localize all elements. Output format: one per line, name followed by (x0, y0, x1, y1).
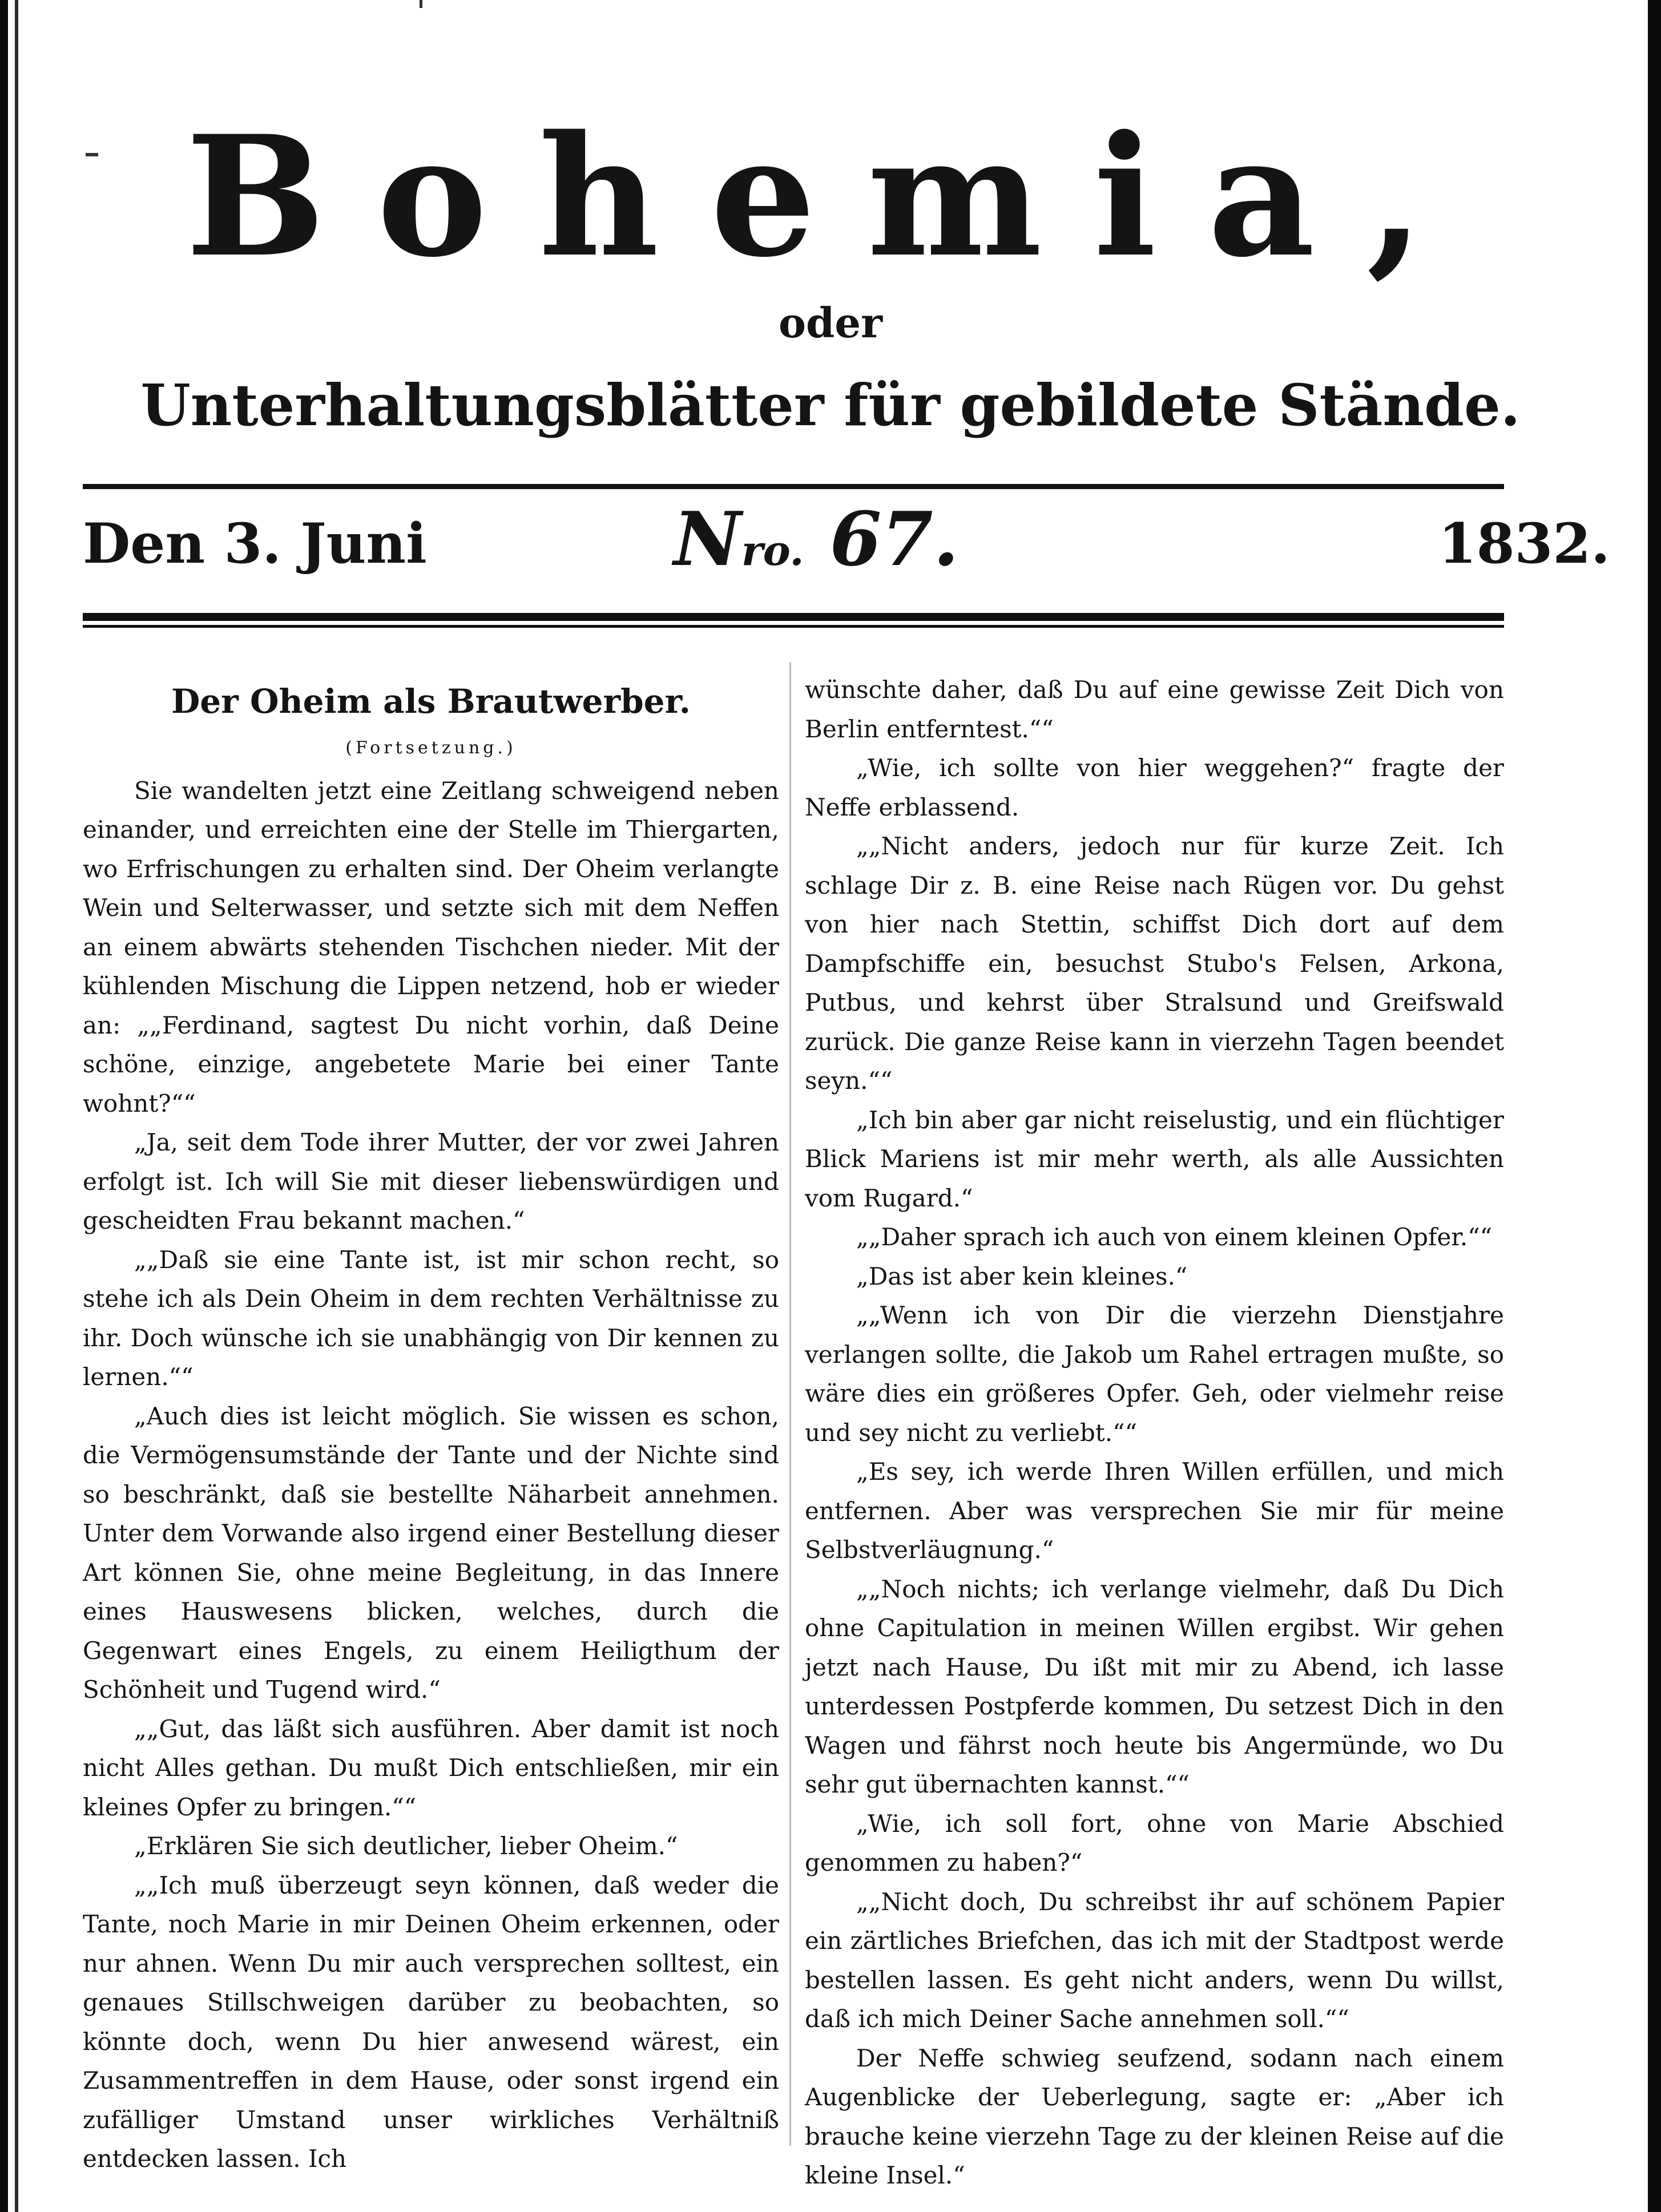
rule-double-thin (83, 625, 1504, 628)
column-left (83, 668, 779, 2179)
masthead-oder: oder (778, 298, 883, 347)
masthead-subtitle: Unterhaltungsblätter für gebildete Stände. (140, 372, 1521, 439)
rule-double-thick (83, 613, 1504, 621)
masthead-title: Bohemia, (186, 100, 1475, 294)
article-title: Der Oheim als Brautwerber. (171, 682, 691, 721)
paragraph: Sie wandelten jetzt eine Zeitlang schweigend neben einander, und erreichten eine der Stelle im Thiergarten, wo Erfrischungen zu erhalten sind. Der Oheim verlangte Wein und Selterwasser, und setzte sich mit dem Neffen an einem abwärts stehenden Tischchen nieder. Mit der kühlenden Mischung die Lippen netzend, hob er wieder an: „„Ferdinand, sagtest Du nicht vorhin, daß Deine schöne, einzige, angebetete Marie bei einer Tante wohnt?““ (83, 776, 779, 1117)
paragraph: „„Nicht anders, jedoch nur für kurze Zeit. Ich schlage Dir z. B. eine Reise nach Rügen vor. Du gehst von hier nach Stettin, schiffst Dich dort auf dem Dampfschiffe ein, besuchst Stubo's Felsen, Arkona, Putbus, und kehrst über Stralsund und Greifswald zurück. Die ganze Reise kann in vierzehn Tagen beendet seyn.““ (805, 832, 1504, 1095)
issue-number (674, 495, 959, 583)
issue-number-prefix: N (674, 495, 741, 583)
paragraph: Der Neffe schwieg seufzend, sodann nach einem Augenblicke der Ueberlegung, sagte er: „Aber ich brauche keine vierzehn Tage zu der kleinen Reise auf die kleine Insel.“ (805, 2044, 1504, 2189)
paragraph: „„Ich muß überzeugt seyn können, daß weder die Tante, noch Marie in mir Deinen Oheim erkennen, oder nur ahnen. Wenn Du mir auch versprechen solltest, ein genaues Stillschweigen darüber zu beobachten, so könnte doch, wenn Du hier anwesend wärest, ein Zusammentreffen in dem Hause, oder sonst irgend ein zufälliger Umstand unser wirkliches Verhältniß entdecken lassen. Ich (83, 1871, 779, 2173)
scan-speck (420, 0, 422, 8)
issue-year: 1832. (1438, 511, 1610, 576)
paragraph: „Wie, ich sollte von hier weggehen?“ fragte der Neffe erblassend. (805, 754, 1504, 821)
paragraph: „Es sey, ich werde Ihren Willen erfüllen, und mich entfernen. Aber was versprechen Sie mir für meine Selbstverläugnung.“ (805, 1458, 1504, 1564)
paragraph: „Wie, ich soll fort, ohne von Marie Abschied genommen zu haben?“ (805, 1809, 1504, 1876)
paragraph: „„Gut, das läßt sich ausführen. Aber damit ist noch nicht Alles gethan. Du mußt Dich entschließen, mir ein kleines Opfer zu bringen.““ (83, 1714, 779, 1821)
column-right (805, 671, 1504, 2195)
column-divider (789, 662, 791, 2146)
paragraph: wünschte daher, daß Du auf eine gewisse Zeit Dich von Berlin entferntest.““ (805, 676, 1504, 743)
paragraph: „Erklären Sie sich deutlicher, lieber Oheim.“ (134, 1832, 678, 1860)
paragraph: „„Noch nichts; ich verlange vielmehr, daß Du Dich ohne Capitulation in meinen Willen ergibst. Wir gehen jetzt nach Hause, Du ißt mit mir zu Abend, ich lasse unterdessen Postpferde kommen, Du setzest Dich in den Wagen und fährst noch heute bis Angermünde, wo Du sehr gut übernachten kannst.““ (805, 1575, 1504, 1798)
paragraph: „Auch dies ist leicht möglich. Sie wissen es schon, die Vermögensumstände der Tante und der Nichte sind so beschränkt, daß sie bestellte Näharbeit annehmen. Unter dem Vorwande also irgend einer Bestellung dieser Art können Sie, ohne meine Begleitung, in das Innere eines Hauswesens blicken, welches, durch die Gegenwart eines Engels, zu einem Heiligthum der Schönheit und Tugend wird.“ (83, 1402, 779, 1704)
paragraph: „„Nicht doch, Du schreibst ihr auf schönem Papier ein zärtliches Briefchen, das ich mit der Stadtpost werde bestellen lassen. Es geht nicht anders, wenn Du willst, daß ich mich Deiner Sache annehmen soll.““ (805, 1887, 1504, 2033)
issue-number-sup: ro. (741, 526, 804, 575)
paragraph: „„Daß sie eine Tante ist, ist mir schon recht, so stehe ich als Dein Oheim in dem rechten Verhältnisse zu ihr. Doch wünsche ich sie unabhängig von Dir kennen zu lernen.““ (83, 1245, 779, 1391)
paragraph: „Ich bin aber gar nicht reiselustig, und ein flüchtiger Blick Mariens ist mir mehr werth, als alle Aussichten vom Rugard.“ (805, 1105, 1504, 1212)
paragraph: „„Wenn ich von Dir die vierzehn Dienstjahre verlangen sollte, die Jakob um Rahel ertragen mußte, so wäre dies ein größeres Opfer. Geh, oder vielmehr reise und sey nicht zu verliebt.““ (805, 1301, 1504, 1447)
issue-number-value: 67. (829, 495, 959, 583)
article-note: (Fortsetzung.) (345, 737, 517, 758)
issue-date: Den 3. Juni (83, 511, 427, 576)
rule-top (83, 484, 1504, 489)
paragraph: „Ja, seit dem Tode ihrer Mutter, der vor zwei Jahren erfolgt ist. Ich will Sie mit dieser liebenswürdigen und gescheidten Frau bekannt machen.“ (83, 1128, 779, 1235)
paragraph: „Das ist aber kein kleines.“ (856, 1262, 1188, 1290)
paragraph: „„Daher sprach ich auch von einem kleinen Opfer.““ (856, 1223, 1493, 1251)
